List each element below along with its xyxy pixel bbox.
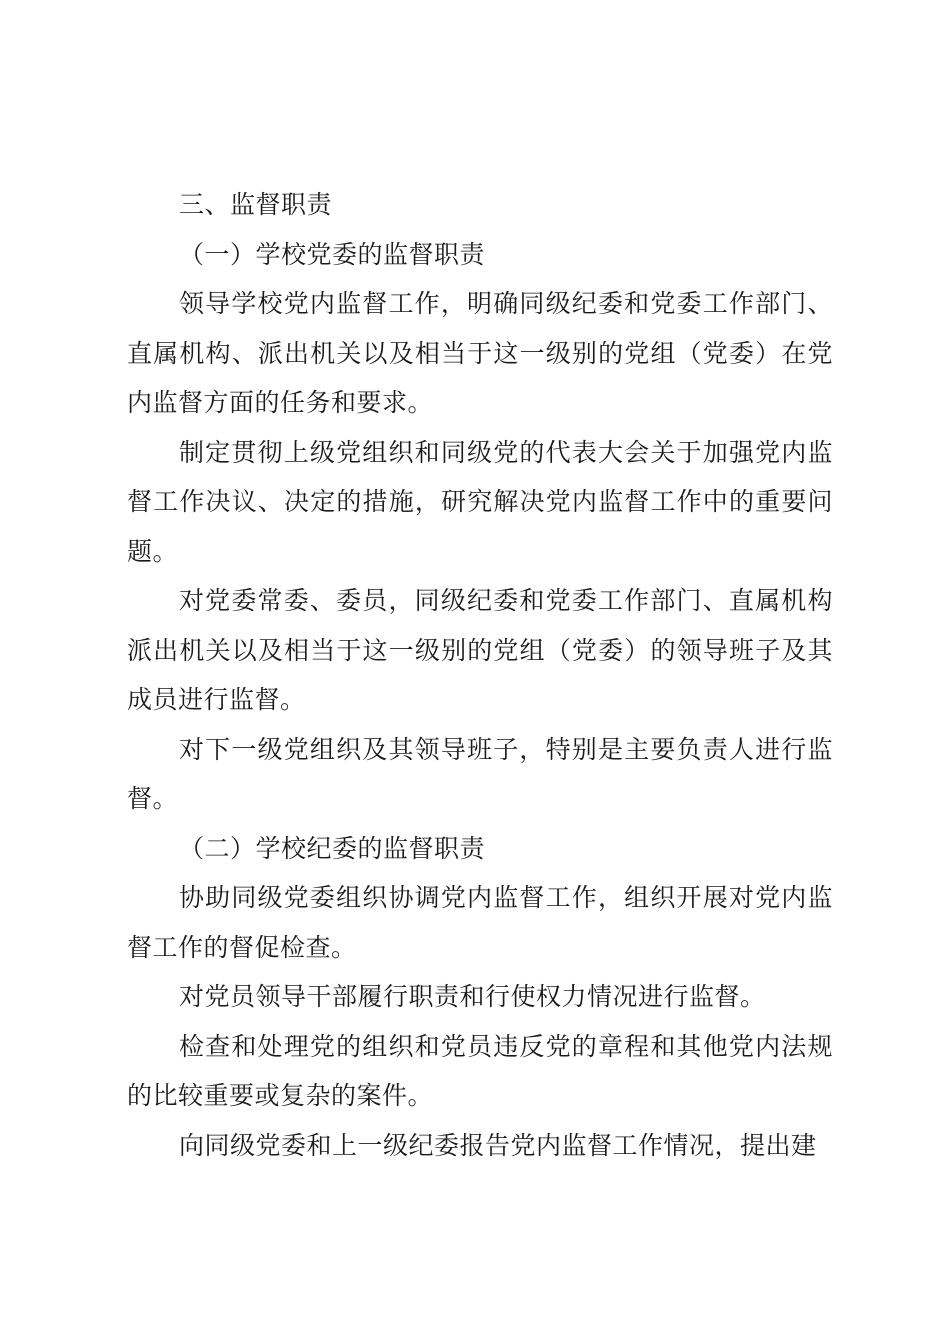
paragraph: 领导学校党内监督工作，明确同级纪委和党委工作部门、直属机构、派出机关以及相当于这一级别的党组（党委）在党内监督方面的任务和要求。 [127,289,833,417]
subsection-title-discipline-committee: （二）学校纪委的监督职责 [179,833,486,863]
paragraph: 协助同级党委组织协调党内监督工作，组织开展对党内监督工作的督促检查。 [127,883,833,962]
paragraph: 对下一级党组织及其领导班子，特别是主要负责人进行监督。 [127,734,833,813]
section-heading: 三、监督职责 [179,190,333,219]
document-body [127,180,833,1170]
paragraph: 向同级党委和上一级纪委报告党内监督工作情况，提出建 [179,1130,817,1160]
paragraph: 检查和处理党的组织和党员违反党的章程和其他党内法规的比较重要或复杂的案件。 [127,1031,833,1110]
subsection-title-party-committee: （一）学校党委的监督职责 [179,239,486,269]
paragraph: 对党员领导干部履行职责和行使权力情况进行监督。 [179,982,766,1011]
paragraph: 制定贯彻上级党组织和同级党的代表大会关于加强党内监督工作决议、决定的措施，研究解决党内监督工作中的重要问题。 [127,437,833,566]
paragraph: 对党委常委、委员，同级纪委和党委工作部门、直属机构派出机关以及相当于这一级别的党组（党委）的领导班子及其成员进行监督。 [127,586,833,714]
